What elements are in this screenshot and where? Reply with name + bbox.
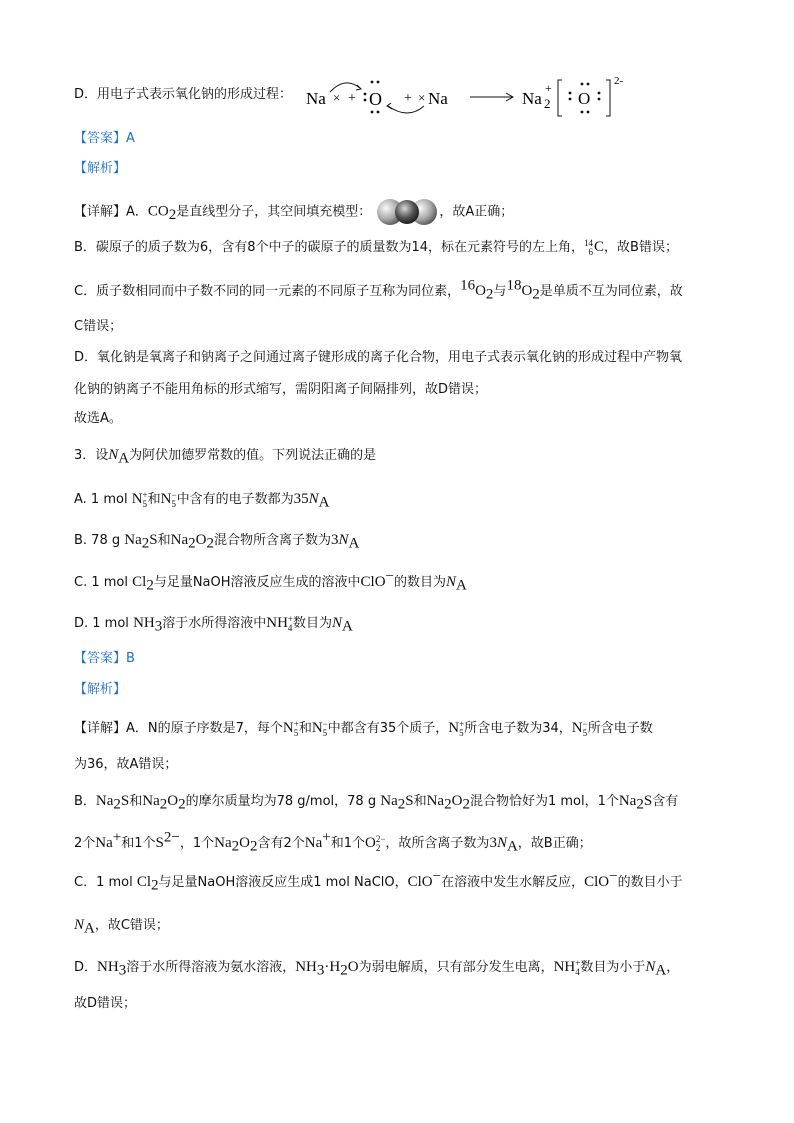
a3b-na2o2-sub1: 2 [159,796,168,813]
detail-c1-pre: C．质子数相同而中子数不同的同一元素的不同原子互称为同位素， [74,284,461,299]
a3b-na2s-na: Na [95,793,114,809]
q3-option-b [74,531,754,550]
a3c-clo2: ClO [584,874,610,890]
a3b-s2-s: S [155,835,164,851]
a3-detail-c-line-1 [74,868,754,894]
eq-oxygen: O [369,89,382,109]
n5minus-n: N [160,491,172,507]
a3c-clo1-sup: − [432,868,442,885]
answer-3 [74,650,754,668]
a3-d2: 故D错误； [74,996,137,1011]
o16-symbol: O [475,283,486,299]
a3d-nh3-nh: NH [97,959,119,975]
a3-detail-b-line-2 [74,829,754,855]
detail-c1-mid: 与 [493,284,507,299]
a3-n5minus-sup: − [322,718,328,729]
detail-b-line [74,238,754,257]
q3-stem-pre: 3．设 [74,448,109,463]
a3-a1-mid3: 所含电子数为34， [464,721,572,736]
a3b-naplus-na: Na [95,835,113,851]
clo-charge: − [385,568,394,585]
electron-formula-equation [300,72,640,122]
a3b-na2s-sub: 2 [113,796,121,813]
c-mass: 14 [584,237,594,248]
a3-b2-mid3: 含有2个 [257,836,305,851]
a3-c1-mid1: 与足量NaOH溶液反应生成1 mol NaClO， [158,875,408,890]
analysis-3 [74,681,754,699]
a3d-na-a: A [655,962,667,979]
eq-product-charge: + [545,81,552,95]
detail-a-post: 是直线型分子，其空间填充模型： [176,204,372,220]
a3d-nh3h2o-sub: 3 [316,962,325,979]
a3d-h-sub: 2 [340,962,348,979]
q3-c-pre: C. 1 mol [74,575,128,590]
n5minus-sub: 5 [171,498,176,509]
n5plus-sub: 5 [142,498,148,509]
analysis-3-label: 【解析】 [74,682,127,697]
a3-b2-mid4: 和1个 [330,836,365,851]
answer-3-label: 【答案】B [74,651,135,666]
analysis-label: 【解析】 [74,161,127,176]
q3-b-pre: B. 78 g [74,533,121,548]
a3-a1-mid2: 中都含有35个质子， [327,721,449,736]
a3d-nh4-sub: 4 [575,966,580,977]
o18-mass: 18 [506,277,522,294]
a3d-h: H [329,959,341,975]
a3b-na2o22-sub2: 2 [462,796,470,813]
na2s-na: Na [124,532,142,548]
carbon-atom [395,200,419,224]
co2-space-filling-model [375,197,439,227]
q3-b-mid: 和 [157,533,171,548]
a3-c1-pre: C．1 mol [74,875,133,890]
a3b-na2o2-sub2: 2 [178,796,186,813]
a3d-comma: ， [666,960,680,975]
eq-cross-right: × [418,90,426,105]
eq-na-right: Na [428,89,448,108]
a3-detail-c-line-2 [74,916,754,935]
na2o2-sub2: 2 [206,535,214,552]
e35: 35 [293,491,309,507]
a3d-nh3-sub: 3 [118,962,127,979]
answer-1 [74,130,754,148]
eq-plus-1: + [348,91,356,106]
na-n-a: N [308,491,319,507]
a3b-na2o23-sub1: 2 [231,838,240,855]
detail-a-end: ，故A正确； [439,204,514,220]
nh3-sub: 3 [154,618,163,635]
conclusion-1 [74,410,754,428]
a3-d1-pre: D． [74,960,98,975]
a3b-o22-ss [376,835,386,853]
a3-c1-mid2: 在溶液中发生水解反应， [441,875,585,890]
a3-n5plus2-n: N [448,720,460,736]
a3-detail-b-line-1 [74,792,754,811]
a3-n5minus-sub: 5 [322,727,328,738]
na-n-b: N [338,532,349,548]
a3b-three: 3 [489,835,497,851]
detail-b-post: ，故B错误； [604,240,678,255]
a3b-na2o23-sub2: 2 [249,838,258,855]
a3-b2-mid5: ，故所含离子数为 [385,836,490,851]
n5plus-n: N [131,491,143,507]
q3-b-post: 混合物所含离子数为 [213,533,331,548]
na-n-d: N [332,615,343,631]
arrow-curve-right [388,106,424,113]
a3d-na-n: N [645,959,656,975]
nh4-nh: NH [266,615,288,631]
a3-n5plus2-sup: + [459,718,465,729]
na-a-b: A [348,535,360,552]
detail-d-line-2 [74,381,754,399]
eq-product-charge2: 2- [614,75,624,87]
detail-c-line-2 [74,318,754,336]
q3-option-a [74,490,754,509]
nh3-nh: NH [133,615,155,631]
a3-c2-post: ，故C错误； [94,918,169,933]
nh4-sub: 4 [287,622,293,633]
na2o2-na: Na [170,532,189,548]
o18-sub: 2 [532,286,540,303]
a3-b1-mid2: 的摩尔质量均为78 g/mol，78 g [185,794,377,809]
a3-b1-mid4: 混合物恰好为1 mol，1个 [469,794,619,809]
a3b-na2o22-o: O [451,793,463,809]
q3-a-mid: 和 [147,492,161,507]
a3b-o22-sub: 2 [375,842,381,853]
a3b-naplus-sup: + [112,829,122,846]
a3b-na-a: A [506,838,518,855]
a3d-nh4-nh: NH [553,959,576,975]
a3-b2-pre: 2个 [74,836,96,851]
a3b-o22-o: O [365,835,376,851]
a3-detail-d-line-2 [74,995,754,1013]
a3b-na2s2-na: Na [380,793,398,809]
a3-n5minus2-n: N [571,720,583,736]
a3b-na2o22-na: Na [426,793,445,809]
na-n-c: N [446,574,457,590]
a3d-nh3h2o-nh: NH [295,959,317,975]
c-symbol: C [594,239,605,255]
conclusion-text: 故选A。 [74,411,122,426]
a3b-na2o23-na: Na [214,835,232,851]
a3-b2-mid2: ，1个 [179,836,215,851]
a3b-na2s3-s: S [643,793,653,809]
detail-a-pre: 【详解】A． [74,204,148,220]
a3d-o: O [347,959,359,975]
a3b-s2-sup: 2− [163,829,180,846]
cl2-sub: 2 [146,577,154,594]
a3b-na-n: N [496,835,507,851]
a3c-clo1: ClO [407,874,433,890]
a3b-na2o22-sub1: 2 [444,796,452,813]
na2s-sub: 2 [141,535,150,552]
detail-c1-post: 是单质不互为同位素，故 [539,284,683,299]
a3b-naplus2-sup: + [322,829,331,846]
a3-b1-mid3: 和 [413,794,427,809]
carbon-isotope-numbers [584,239,593,257]
a3-detail-a-line-1 [74,719,754,738]
a3b-na2o23-o: O [239,835,250,851]
n5minus-sup: − [171,489,177,500]
a3-n5minus2-sub: 5 [582,727,588,738]
a3-b2-post: ，故B正确； [517,836,592,851]
a3-b1-pre: B． [74,794,96,809]
detail-d1: D．氧化钠是氧离子和钠离子之间通过离子键形成的离子化合物，用电子式表示氧化钠的形成过程中产物氧 [74,350,683,365]
arrow-head-right [387,103,392,109]
a3b-na2s2-s: S [405,793,414,809]
a3-a1-pre: 【详解】A．N的原子序数是7，每个 [74,721,283,736]
a3b-o22-sup: 2− [375,833,386,844]
q3-a-pre: A. 1 mol [74,492,128,507]
na-n: N [108,447,119,463]
bracket-right [606,80,610,116]
a3b-na2o2-o: O [167,793,179,809]
a3c-na-a: A [84,920,95,937]
detail-d2: 化钠的钠离子不能用角标的形式缩写，需阴阳离子间隔排列，故D错误； [74,382,488,397]
co2-formula: CO [147,203,169,220]
a3-n5plus-n: N [282,720,294,736]
nh4-sup: + [287,613,293,624]
a3b-naplus2-na: Na [304,835,323,851]
detail-c2: C错误； [74,319,123,334]
eq-cross-left: × [333,90,341,105]
a3-n5minus-n: N [311,720,323,736]
a3-a1-post: 所含电子数 [587,721,653,736]
a3c-cl2-sub: 2 [151,877,159,894]
q3-c-post: 的数目为 [394,575,447,590]
na-a-c: A [456,577,467,594]
a3-a1-mid1: 和 [298,721,312,736]
analysis-text: 解析 [87,161,114,176]
a3-b2-mid1: 和1个 [121,836,156,851]
three-b: 3 [330,532,339,548]
a3b-na2s2-sub: 2 [397,796,406,813]
eq-product-o: O [578,89,591,108]
a3-n5plus-sub: 5 [293,727,299,738]
a3-b1-post: 含有 [652,794,679,809]
a3-d1-post: 数目为小于 [580,960,646,975]
a3b-na2s3-na: Na [618,793,637,809]
a3d-nh4-sup: + [575,957,581,968]
clo-formula: ClO [360,574,386,590]
option-d-text: D．用电子式表示氧化钠的形成过程： [74,87,293,102]
na2s-s: S [149,532,158,548]
na2o2-sub1: 2 [188,535,196,552]
q3-d-pre: D. 1 mol [74,616,129,631]
eq-na-left: Na [306,89,326,108]
co2-sub: 2 [168,207,177,224]
a3d-dot: · [324,959,330,975]
q3-option-c [74,568,754,594]
q3-option-d [74,614,754,633]
a3-b1-mid1: 和 [129,794,143,809]
a3b-na2s-s: S [120,793,130,809]
a3c-na-n: N [74,917,85,933]
bracket-left [558,80,562,116]
detail-a-line [74,197,754,227]
q3-d-post: 数目为 [293,616,333,631]
q3-a-post: 中含有的电子数都为 [176,492,294,507]
detail-d-line-1 [74,349,754,367]
q3-c-mid: 与足量NaOH溶液反应生成的溶液中 [153,575,361,590]
n5plus-sup: + [142,489,148,500]
a3-c1-post: 的数目小于 [617,875,683,890]
q3-d-mid: 溶于水所得溶液中 [162,616,267,631]
a3-n5plus2-sub: 5 [459,727,464,738]
na2o2-o: O [195,532,207,548]
a3-a2: 为36，故A错误； [74,757,178,772]
answer-label: 【答案】A [74,131,135,146]
a3b-na2o2-na: Na [142,793,160,809]
o16-mass: 16 [460,277,476,294]
a3c-cl2-cl: Cl [136,874,152,890]
a3-n5plus-sup: + [293,718,299,729]
o18-symbol: O [521,283,533,299]
question-3-stem [74,446,754,465]
detail-b-pre: B．碳原子的质子数为6，含有8个中子的碳原子的质量数为14，标在元素符号的左上角， [74,240,585,255]
a3-d1-mid1: 溶于水所得溶液为氨水溶液， [126,960,296,975]
na-a-d: A [342,618,353,635]
cl2-cl: Cl [132,574,147,590]
eq-product-na: Na [522,89,542,108]
detail-c-line-1 [74,277,754,303]
c-number: 6 [588,246,594,257]
a3b-na2s3-sub: 2 [636,796,644,813]
a3-detail-d-line-1 [74,958,754,977]
na-a: A [118,450,130,467]
eq-product-sub: 2 [544,96,551,111]
a3-n5minus2-sup: − [582,718,588,729]
na-a-a: A [318,494,330,511]
analysis-1 [74,160,754,178]
q3-stem-post: 为阿伏加德罗常数的值。下列说法正确的是 [129,448,377,463]
eq-plus-2: + [404,91,412,106]
a3-d1-mid2: 为弱电解质，只有部分发生电离， [358,960,554,975]
a3-detail-a-line-2 [74,756,754,774]
o16-sub: 2 [485,286,494,303]
a3c-clo2-sup: − [609,868,618,885]
analysis-3-text: 解析 [87,682,114,697]
